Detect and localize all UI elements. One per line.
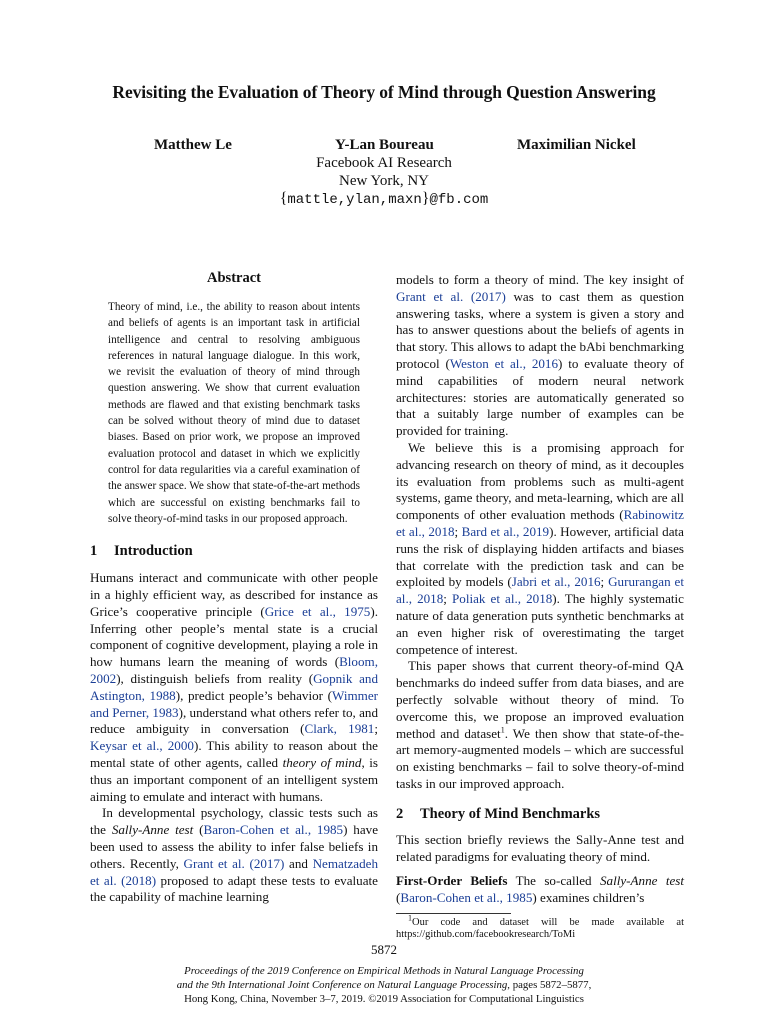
intro-paragraph-1 xyxy=(90,570,378,805)
proceedings-line-1: Proceedings of the 2019 Conference on Empirical Methods in Natural Language Processing xyxy=(184,965,584,977)
footnote-rule xyxy=(396,913,511,914)
right-paragraph-3 xyxy=(396,658,684,792)
text-run: ) examines children’s xyxy=(532,890,645,906)
section-1-title: Introduction xyxy=(114,543,193,560)
citation-link[interactable]: Baron-Cohen et al., 1985 xyxy=(400,890,533,906)
emphasis-text: Sally-Anne test xyxy=(111,822,194,838)
text-run: ). Inferring other people’s mental state is a crucial component of cognitive development, playing a role in how humans learn the meaning of words ( xyxy=(90,603,378,670)
citation-link[interactable]: Grice et al., 1975 xyxy=(264,603,371,619)
text-run: , is thus an important component of an intelligent system aiming to emulate and interact with humans. xyxy=(90,754,379,804)
text-run: ; xyxy=(454,523,462,539)
proceedings-line-2 xyxy=(0,978,768,992)
citation-link[interactable]: Baron-Cohen et al., 1985 xyxy=(203,822,344,838)
text-run: ; xyxy=(443,591,452,607)
text-run: ) to evaluate theory of mind capabilities of modern neural network architectures: stories are automatically generated so that a suitably large number of examples can be provided for training. xyxy=(396,355,684,439)
text-run: ) have been used to assess the ability to infer false beliefs in others. Recently, xyxy=(90,822,379,871)
author-1: Matthew Le xyxy=(154,137,232,153)
text-run: ( xyxy=(193,822,204,838)
emphasis-text: theory of mind xyxy=(282,754,362,770)
email-names: mattle,ylan,maxn xyxy=(287,192,422,208)
text-run: ), understand what others refer to, and reduce ambiguity in conversation ( xyxy=(90,704,378,737)
abstract-heading: Abstract xyxy=(207,270,261,286)
citation-link[interactable]: Poliak et al., 2018 xyxy=(451,591,553,607)
footnote-text: Our code and dataset will be made available at https://github.com/facebookresearch/ToMi xyxy=(396,916,684,941)
text-run: This paper shows that current theory-of-mind QA benchmarks do indeed suffer from data biases, and are perfectly solvable without theory of mind. To overcome this, we propose an improved evaluation method and dataset xyxy=(396,658,684,741)
proceedings-line-2-pages: , pages 5872–5877, xyxy=(507,979,592,991)
citation-link[interactable]: Bard et al., 2019 xyxy=(461,523,550,539)
proceedings-footer xyxy=(0,964,768,1006)
section-2-heading xyxy=(396,806,684,823)
text-run: We believe this is a promising approach for advancing research on theory of mind, as it decouples its evaluation from problems such as multi-agent systems, game theory, and meta-learning, which are all components of other evaluation methods ( xyxy=(396,439,684,523)
left-column xyxy=(90,270,378,906)
text-run: ). This ability to reason about the mental state of other agents, called xyxy=(90,738,378,770)
citation-link[interactable]: Gururangan et al., 2018 xyxy=(396,574,684,607)
paper-title: Revisiting the Evaluation of Theory of Mind through Question Answering xyxy=(112,82,656,102)
text-run: ), distinguish beliefs from reality ( xyxy=(116,670,314,686)
section-2-number: 2 xyxy=(396,805,404,822)
right-column xyxy=(396,272,684,942)
section-1-heading xyxy=(90,543,378,560)
citation-link[interactable]: Jabri et al., 2016 xyxy=(511,574,601,590)
proceedings-line-2-italic: and the 9th International Joint Conference on Natural Language Processing xyxy=(176,979,508,991)
citation-link[interactable]: Clark, 1981 xyxy=(304,721,375,737)
citation-link[interactable]: Weston et al., 2016 xyxy=(449,355,559,371)
text-run: ). The highly systematic nature of data generation puts synthetic benchmarks at an even higher risk of overestimating the target competence of interest. xyxy=(396,591,684,657)
citation-link[interactable]: Keysar et al., 2000 xyxy=(90,738,194,754)
abstract-text: Theory of mind, i.e., the ability to reason about intents and beliefs of agents is an important task in artificial intelligence and central to resolving ambiguous references in natural language dialogue. In this work, we revisit the evaluation of theory of mind through question answering. We show that current evaluation methods are flawed and that existing benchmark tasks can be solved without theory of mind due to dataset biases. Based on prior work, we propose an improved evaluation protocol and dataset in which we explicitly control for data regularities via a careful examination of the answer space. We show that state-of-the-art methods which are successful on existing benchmarks fail to solve theory-of-mind tasks in our proposed approach. xyxy=(108,301,360,525)
text-run: ), predict people’s behavior ( xyxy=(175,687,332,703)
text-run: In developmental psychology, classic tests such as the xyxy=(90,805,378,838)
intro-paragraph-2 xyxy=(90,805,378,906)
affiliation-org: Facebook AI Research xyxy=(316,155,452,171)
text-run: The so-called xyxy=(507,873,600,889)
citation-link[interactable]: Grant et al. (2017) xyxy=(396,288,506,304)
text-run: ; xyxy=(600,574,609,590)
citation-link[interactable]: Grant et al. (2017) xyxy=(183,855,285,871)
text-run: and xyxy=(284,855,313,871)
citation-link[interactable]: Wimmer and Perner, 1983 xyxy=(90,687,378,720)
section-1-number: 1 xyxy=(90,543,98,560)
paragraph-heading: First-Order Beliefs xyxy=(396,873,508,889)
proceedings-line-3: Hong Kong, China, November 3–7, 2019. ©2019 Association for Computational Linguistics xyxy=(184,993,584,1005)
right-paragraph-1 xyxy=(396,272,684,440)
footnote-mark: 1 xyxy=(408,913,412,923)
email-brace-close: } xyxy=(421,190,430,207)
text-run: Humans interact and communicate with other people in a highly efficient way, as described for instance as Grice’s cooperative principle ( xyxy=(90,570,378,619)
text-run: proposed to adapt these tests to evaluate the capability of machine learning xyxy=(90,872,378,905)
section-2-paragraph-2 xyxy=(396,873,684,907)
right-paragraph-2 xyxy=(396,440,684,658)
author-3: Maximilian Nickel xyxy=(517,137,636,153)
email-brace-open: { xyxy=(279,190,288,207)
text-run: ). However, artificial data runs the risk of displaying hidden artifacts and biases that correlate with the prediction task and can be exploited by models ( xyxy=(396,523,684,590)
affiliation-email xyxy=(0,190,768,208)
text-run: was to cast them as question answering tasks, where a system is given a story and has to answer questions about the beliefs of agents in that story. This allows to adapt the bAbi benchmarking protocol ( xyxy=(396,288,684,371)
text-run: ( xyxy=(396,890,401,906)
citation-link[interactable]: Nematzadeh et al. (2018) xyxy=(90,855,379,888)
section-2-paragraph-1: This section briefly reviews the Sally-Anne test and related paradigms for evaluating theory of mind. xyxy=(396,831,684,864)
citation-link[interactable]: Rabinowitz et al., 2018 xyxy=(396,507,684,539)
citation-link[interactable]: Gopnik and Astington, 1988 xyxy=(90,670,378,703)
emphasis-text: Sally-Anne test xyxy=(599,873,685,889)
page-number: 5872 xyxy=(371,942,397,957)
text-run: models to form a theory of mind. The key insight of xyxy=(396,272,684,287)
citation-link[interactable]: Bloom, 2002 xyxy=(90,654,378,686)
author-2: Y-Lan Boureau xyxy=(335,137,434,153)
affiliation-city: New York, NY xyxy=(338,173,429,189)
footnote xyxy=(396,913,684,942)
footnote-ref: 1 xyxy=(500,725,505,735)
text-run: . We then show that state-of-the-art memory-augmented models – which are successful on existing benchmarks – fail to solve theory-of-mind tasks in our improved approach. xyxy=(396,725,684,791)
email-domain: @fb.com xyxy=(429,192,489,208)
text-run: ; xyxy=(374,721,378,737)
section-2-title: Theory of Mind Benchmarks xyxy=(420,805,601,822)
